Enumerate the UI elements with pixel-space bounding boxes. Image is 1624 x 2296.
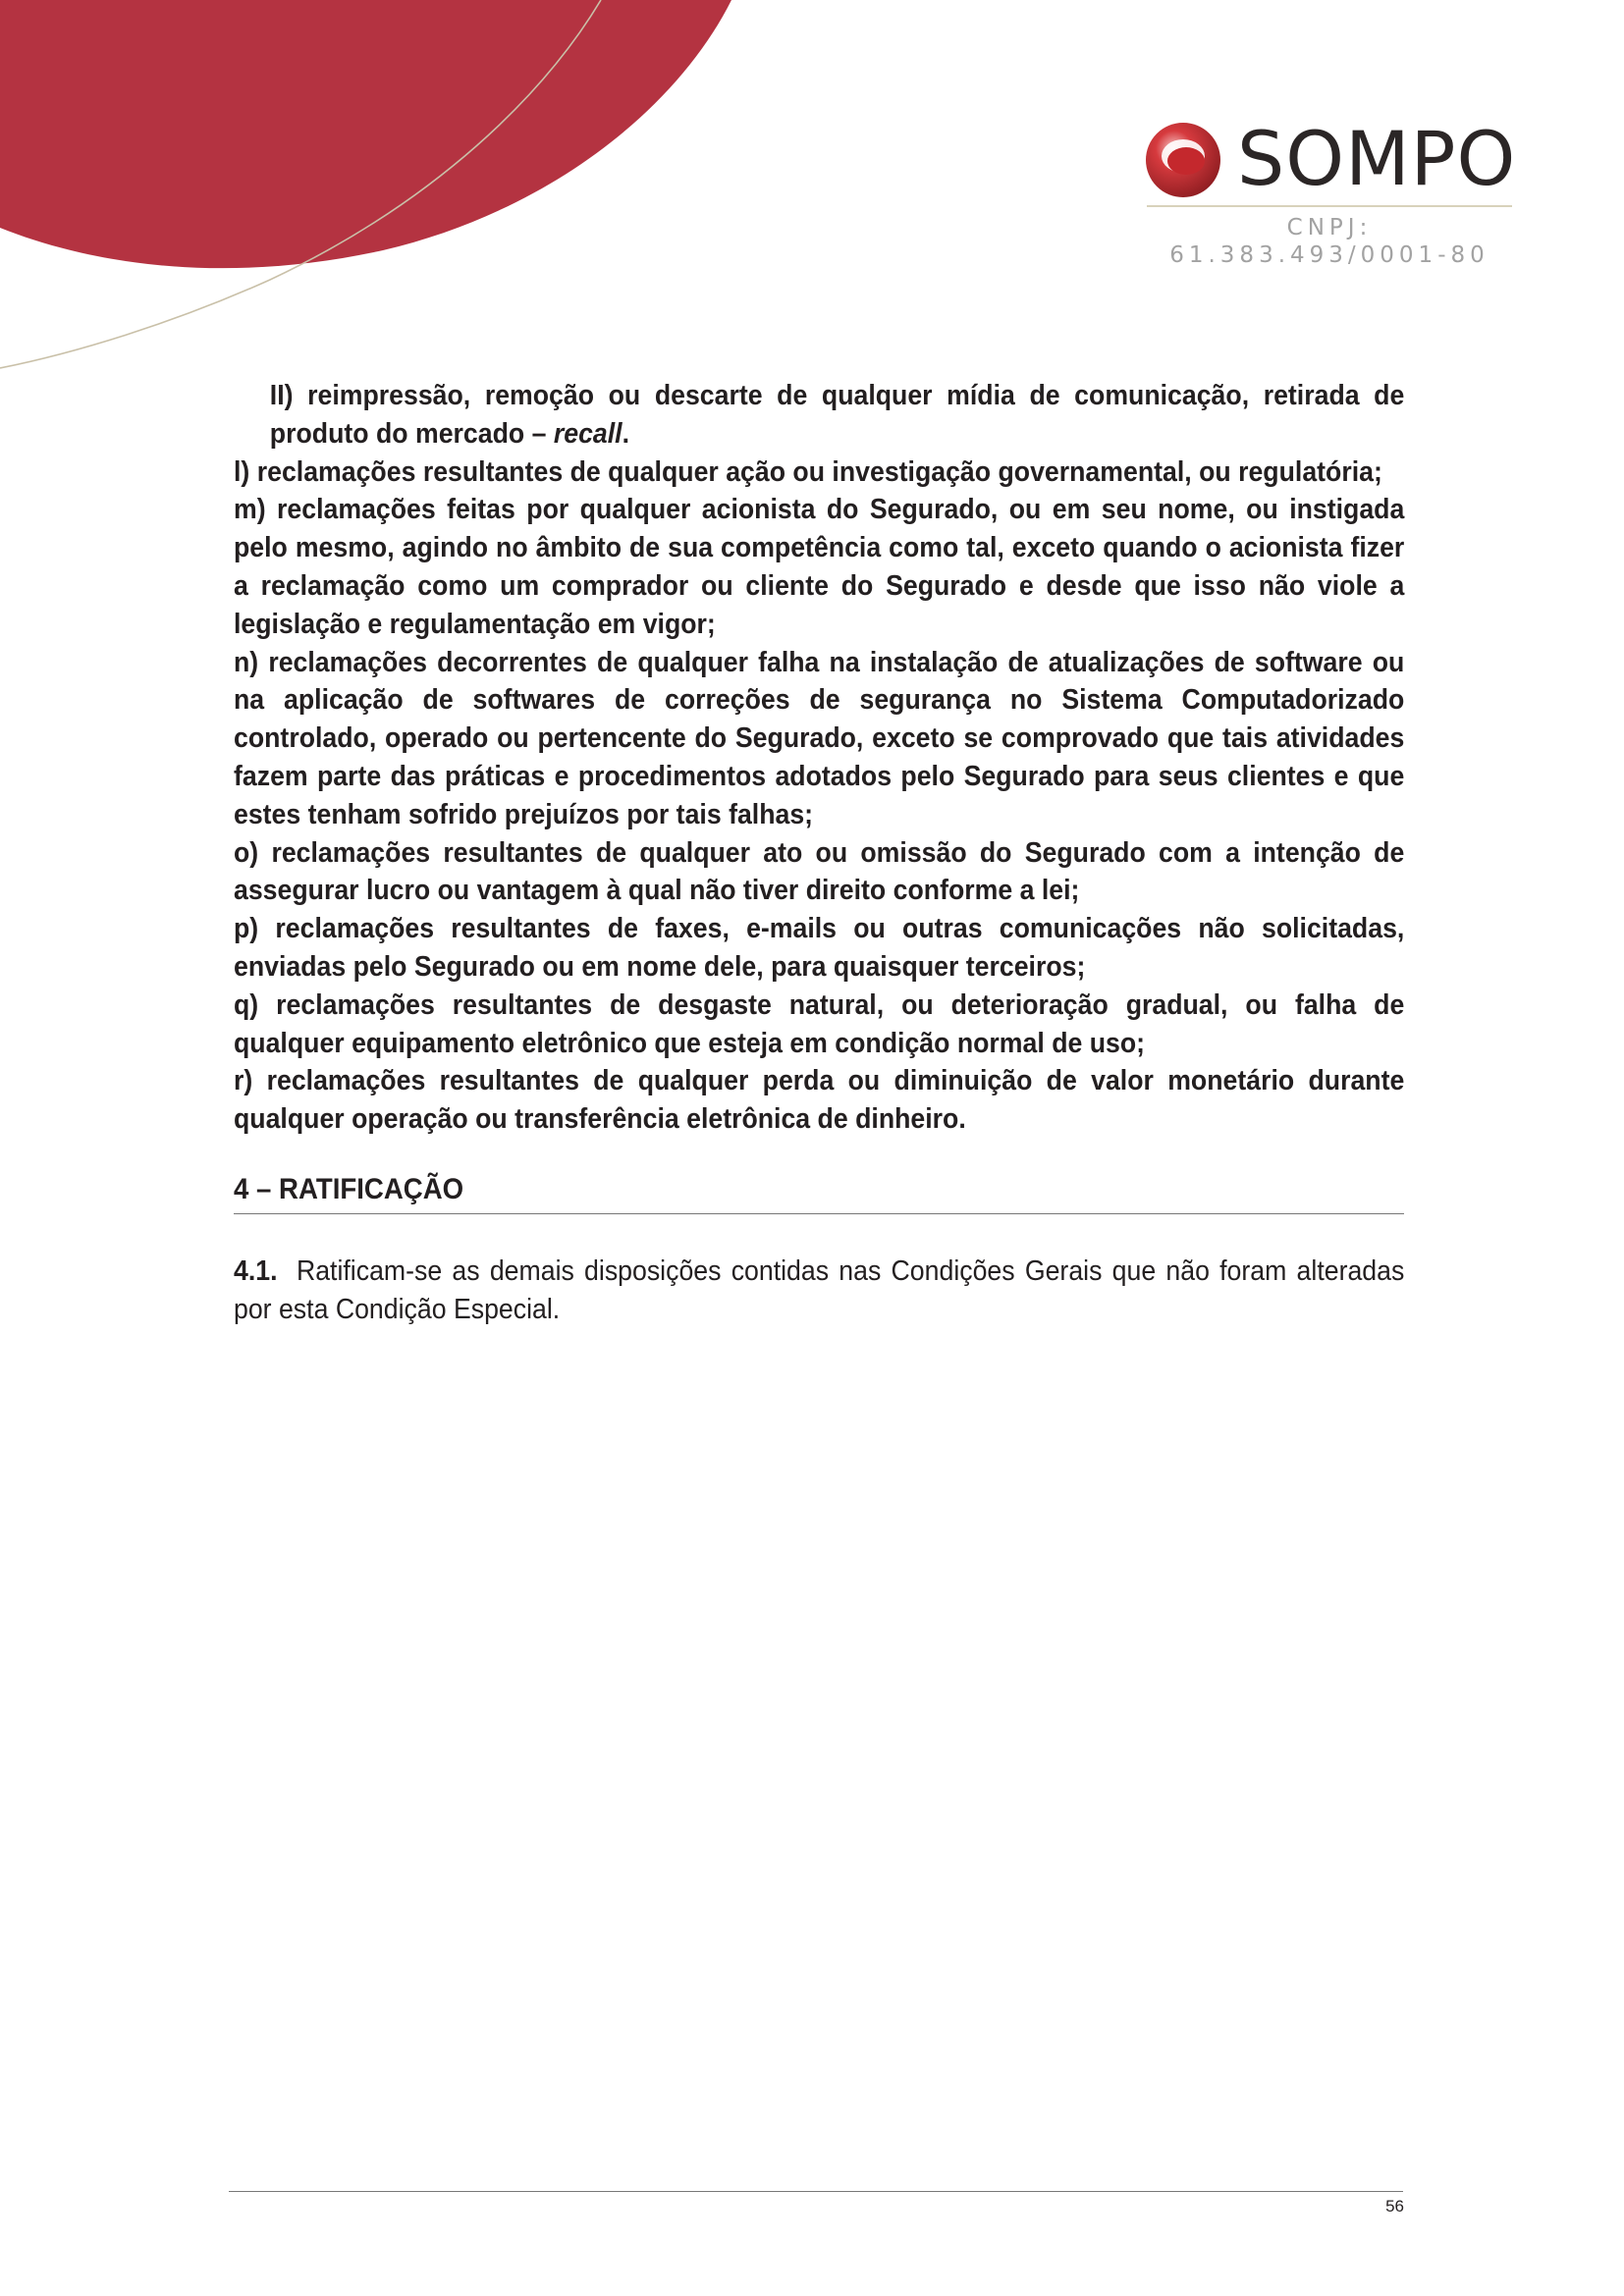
clause-list [234,377,1404,1139]
clause-item [234,910,1404,987]
logo-divider [1147,205,1512,207]
logo-wordmark: SOMPO [1237,115,1517,202]
cnpj-text: CNPJ: 61.383.493/0001-80 [1169,215,1489,268]
clause-label: p) [234,913,259,945]
section-divider [234,1213,1404,1214]
clause-text: reclamações resultantes de faxes, e-mails ou outras comunicações não solicitadas, enviadas pelo Segurado ou em nome dele, para quaisquer terceiros; [234,913,1405,983]
clause-text: reclamações resultantes de qualquer ação ou investigação governamental, ou regulatória; [256,455,1382,488]
clause-label: n) [234,646,259,678]
clause-text: reclamações resultantes de qualquer perda ou diminuição de valor monetário durante qualquer operação ou transferência eletrônica de dinheiro. [234,1065,1405,1136]
clause-tail: . [622,417,630,450]
clause-item [234,834,1404,911]
ratification-paragraph [234,1253,1404,1328]
sompo-logo [1139,115,1517,268]
clause-label: l) [234,455,250,488]
clause-item [234,454,1404,492]
clause-text: reimpressão, remoção ou descarte de qualquer mídia de comunicação, retirada de produto do mercado – [269,380,1405,450]
clause-text: reclamações resultantes de desgaste natural, ou deterioração gradual, ou falha de qualquer equipamento eletrônico que esteja em condição normal de uso; [234,988,1405,1059]
clause-item [234,987,1404,1063]
page-number: 56 [1385,2197,1404,2216]
clause-label: o) [234,836,259,869]
clause-label: m) [234,494,266,526]
clause-label: II) [269,380,294,411]
section-heading: 4 – RATIFICAÇÃO [234,1173,464,1205]
item-number: 4.1. [234,1255,278,1287]
item-text: Ratificam-se as demais disposições contidas nas Condições Gerais que não foram alteradas por esta Condição Especial. [234,1255,1405,1325]
clause-text: reclamações decorrentes de qualquer falha na instalação de atualizações de software ou na aplicação de softwares de correções de segurança no Sistema Computadorizado controlado, operado ou pertencente do Segurado, exceto se comprovado que tais atividades fazem parte das práticas e procedimentos adotados pelo Segurado para seus clientes e que estes tenham sofrido prejuízos por tais falhas; [234,646,1405,830]
clause-label: r) [234,1065,253,1097]
clause-text: reclamações feitas por qualquer acionista do Segurado, ou em seu nome, ou instigada pelo mesmo, agindo no âmbito de sua competência como tal, exceto quando o acionista fizer a reclamação como um comprador ou cliente do Segurado e desde que isso não viole a legislação e regulamentação em vigor; [234,494,1405,640]
clause-item [234,377,1404,454]
footer-divider [229,2191,1403,2192]
clause-item [234,1062,1404,1139]
clause-item [234,644,1404,834]
clause-emphasis: recall [553,417,623,450]
clause-text: reclamações resultantes de qualquer ato ou omissão do Segurado com a intenção de assegurar lucro ou vantagem à qual não tiver direito conforme a lei; [234,836,1405,907]
clause-label: q) [234,988,259,1021]
clause-item [234,491,1404,643]
sompo-sphere-icon [1144,121,1222,199]
